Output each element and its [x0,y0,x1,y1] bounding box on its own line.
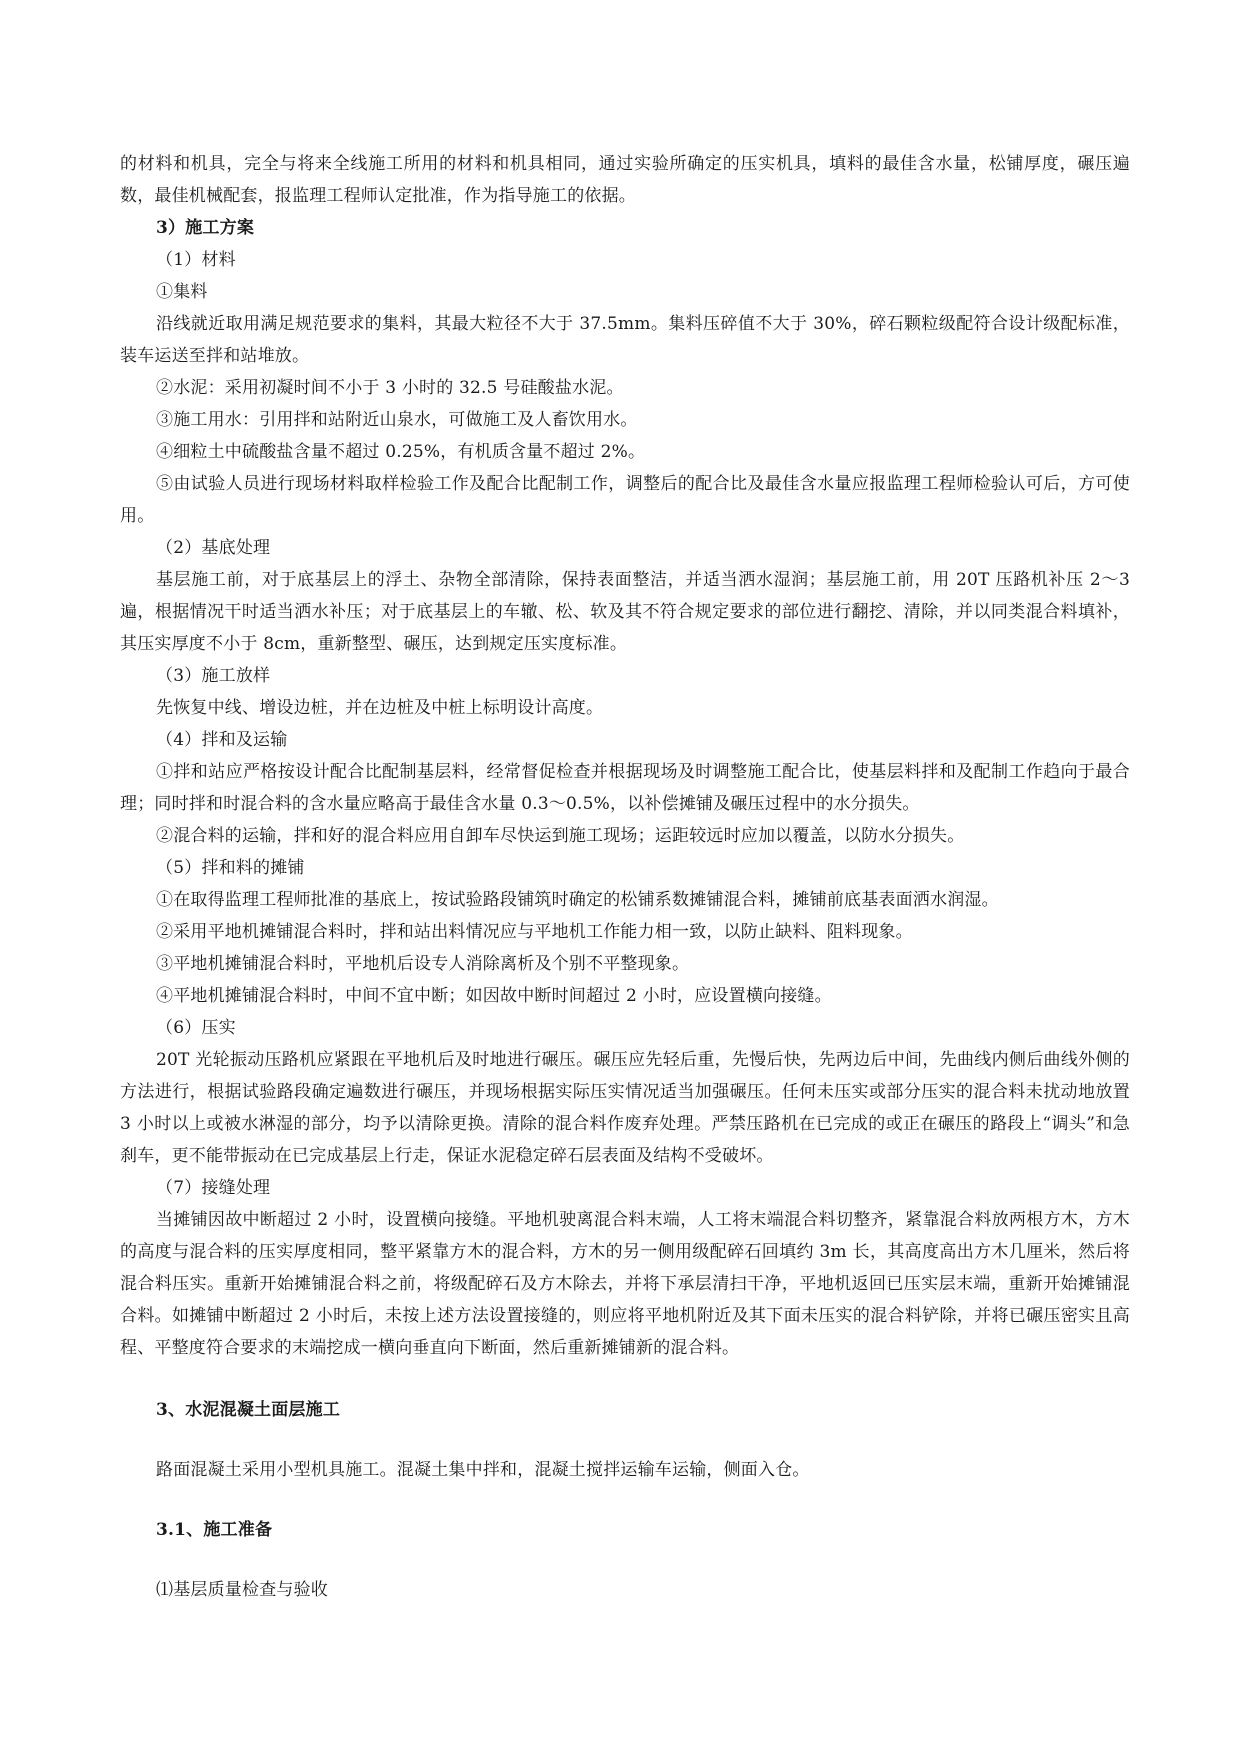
paragraph-sulfate: ④细粒土中硫酸盐含量不超过 0.25%，有机质含量不超过 2%。 [156,442,646,462]
heading-base-treatment: （2）基底处理 [156,538,271,558]
paragraph-concrete-intro: 路面混凝土采用小型机具施工。混凝土集中拌和，混凝土搅拌运输车运输，侧面入仓。 [156,1460,810,1480]
heading-construction-plan: 3）施工方案 [156,218,255,238]
paragraph-transport: ②混合料的运输，拌和好的混合料应用自卸车尽快运到施工现场；运距较远时应加以覆盖，以防水分损失。 [156,826,965,846]
paragraph-cement: ②水泥：采用初凝时间不小于 3 小时的 32.5 号硅酸盐水泥。 [156,378,624,398]
paragraph-aggregate: 沿线就近取用满足规范要求的集料，其最大粒径不大于 37.5mm。集料压碎值不大于 30%，碎石颗粒级配符合设计级配标准，装车运送至拌和站堆放。 [120,314,1130,366]
heading-mixing-transport: （4）拌和及运输 [156,730,288,750]
heading-concrete-surface: 3、水泥混凝土面层施工 [156,1400,341,1420]
paragraph-water: ③施工用水：引用拌和站附近山泉水，可做施工及人畜饮用水。 [156,410,638,430]
heading-aggregate: ①集料 [156,282,208,302]
heading-joint-treatment: （7）接缝处理 [156,1178,271,1198]
paragraph-joint-treatment: 当摊铺因故中断超过 2 小时，设置横向接缝。平地机驶离混合料末端，人工将末端混合料切整齐，紧靠混合料放两根方木，方木的高度与混合料的压实厚度相同，整平紧靠方木的混合料，方木的另一侧用级配碎石回填约 3m 长，其高度高出方木几厘米，然后将混合料压实。重新开始摊铺混合料之前，将级配碎石及方木除去，并将下承层清扫干净，平地机返回已压实层末端，重新开始摊铺混合料。如摊铺中断超过 2 小时后，未按上述方法设置接缝的，则应将平地机附近及其下面未压实的混合料铲除，并将已碾压密实且高程、平整度符合要求的末端挖成一横向垂直向下断面，然后重新摊铺新的混合料。 [120,1210,1130,1358]
item-base-inspection: ⑴基层质量检查与验收 [156,1580,328,1600]
heading-construction-prep: 3.1、施工准备 [156,1520,273,1540]
paragraph-paving-4: ④平地机摊铺混合料时，中间不宜中断；如因故中断时间超过 2 小时，应设置横向接缝。 [156,986,832,1006]
document-page [120,148,1130,1606]
paragraph-base-treatment: 基层施工前，对于底基层上的浮土、杂物全部清除，保持表面整洁，并适当洒水湿润；基层施工前，用 20T 压路机补压 2～3 遍，根据情况干时适当洒水补压；对于底基层上的车辙、松、软及其不符合规定要求的部位进行翻挖、清除，并以同类混合料填补，其压实厚度不小于 8cm，重新整型、碾压，达到规定压实度标准。 [120,570,1130,654]
heading-setting-out: （3）施工放样 [156,666,271,686]
paragraph-compaction: 20T 光轮振动压路机应紧跟在平地机后及时地进行碾压。碾压应先轻后重，先慢后快，先两边后中间，先曲线内侧后曲线外侧的方法进行，根据试验路段确定遍数进行碾压，并现场根据实际压实情况适当加强碾压。任何未压实或部分压实的混合料未扰动地放置 3 小时以上或被水淋湿的部分，均予以清除更换。清除的混合料作废弃处理。严禁压路机在已完成的或正在碾压的路段上“调头”和急刹车，更不能带振动在已完成基层上行走，保证水泥稳定碎石层表面及结构不受破坏。 [120,1050,1130,1166]
paragraph-mixing: ①拌和站应严格按设计配合比配制基层料，经常督促检查并根据现场及时调整施工配合比，使基层料拌和及配制工作趋向于最合理；同时拌和时混合料的含水量应略高于最佳含水量 0.3～0.5%，以补偿摊铺及碾压过程中的水分损失。 [120,762,1130,814]
paragraph-materials-intro: 的材料和机具，完全与将来全线施工所用的材料和机具相同，通过实验所确定的压实机具，填料的最佳含水量，松铺厚度，碾压遍数，最佳机械配套，报监理工程师认定批准，作为指导施工的依据。 [120,154,1130,206]
paragraph-setting-out: 先恢复中线、增设边桩，并在边桩及中桩上标明设计高度。 [156,698,604,718]
heading-compaction: （6）压实 [156,1018,236,1038]
paragraph-paving-1: ①在取得监理工程师批准的基底上，按试验路段铺筑时确定的松铺系数摊铺混合料，摊铺前底基表面洒水润湿。 [156,890,999,910]
paragraph-paving-2: ②采用平地机摊铺混合料时，拌和站出料情况应与平地机工作能力相一致，以防止缺料、阻料现象。 [156,922,913,942]
heading-paving: （5）拌和料的摊铺 [156,858,305,878]
heading-materials: （1）材料 [156,250,236,270]
paragraph-paving-3: ③平地机摊铺混合料时，平地机后设专人消除离析及个别不平整现象。 [156,954,690,974]
paragraph-mix-ratio: ⑤由试验人员进行现场材料取样检验工作及配合比配制工作，调整后的配合比及最佳含水量应报监理工程师检验认可后，方可使用。 [120,474,1130,526]
